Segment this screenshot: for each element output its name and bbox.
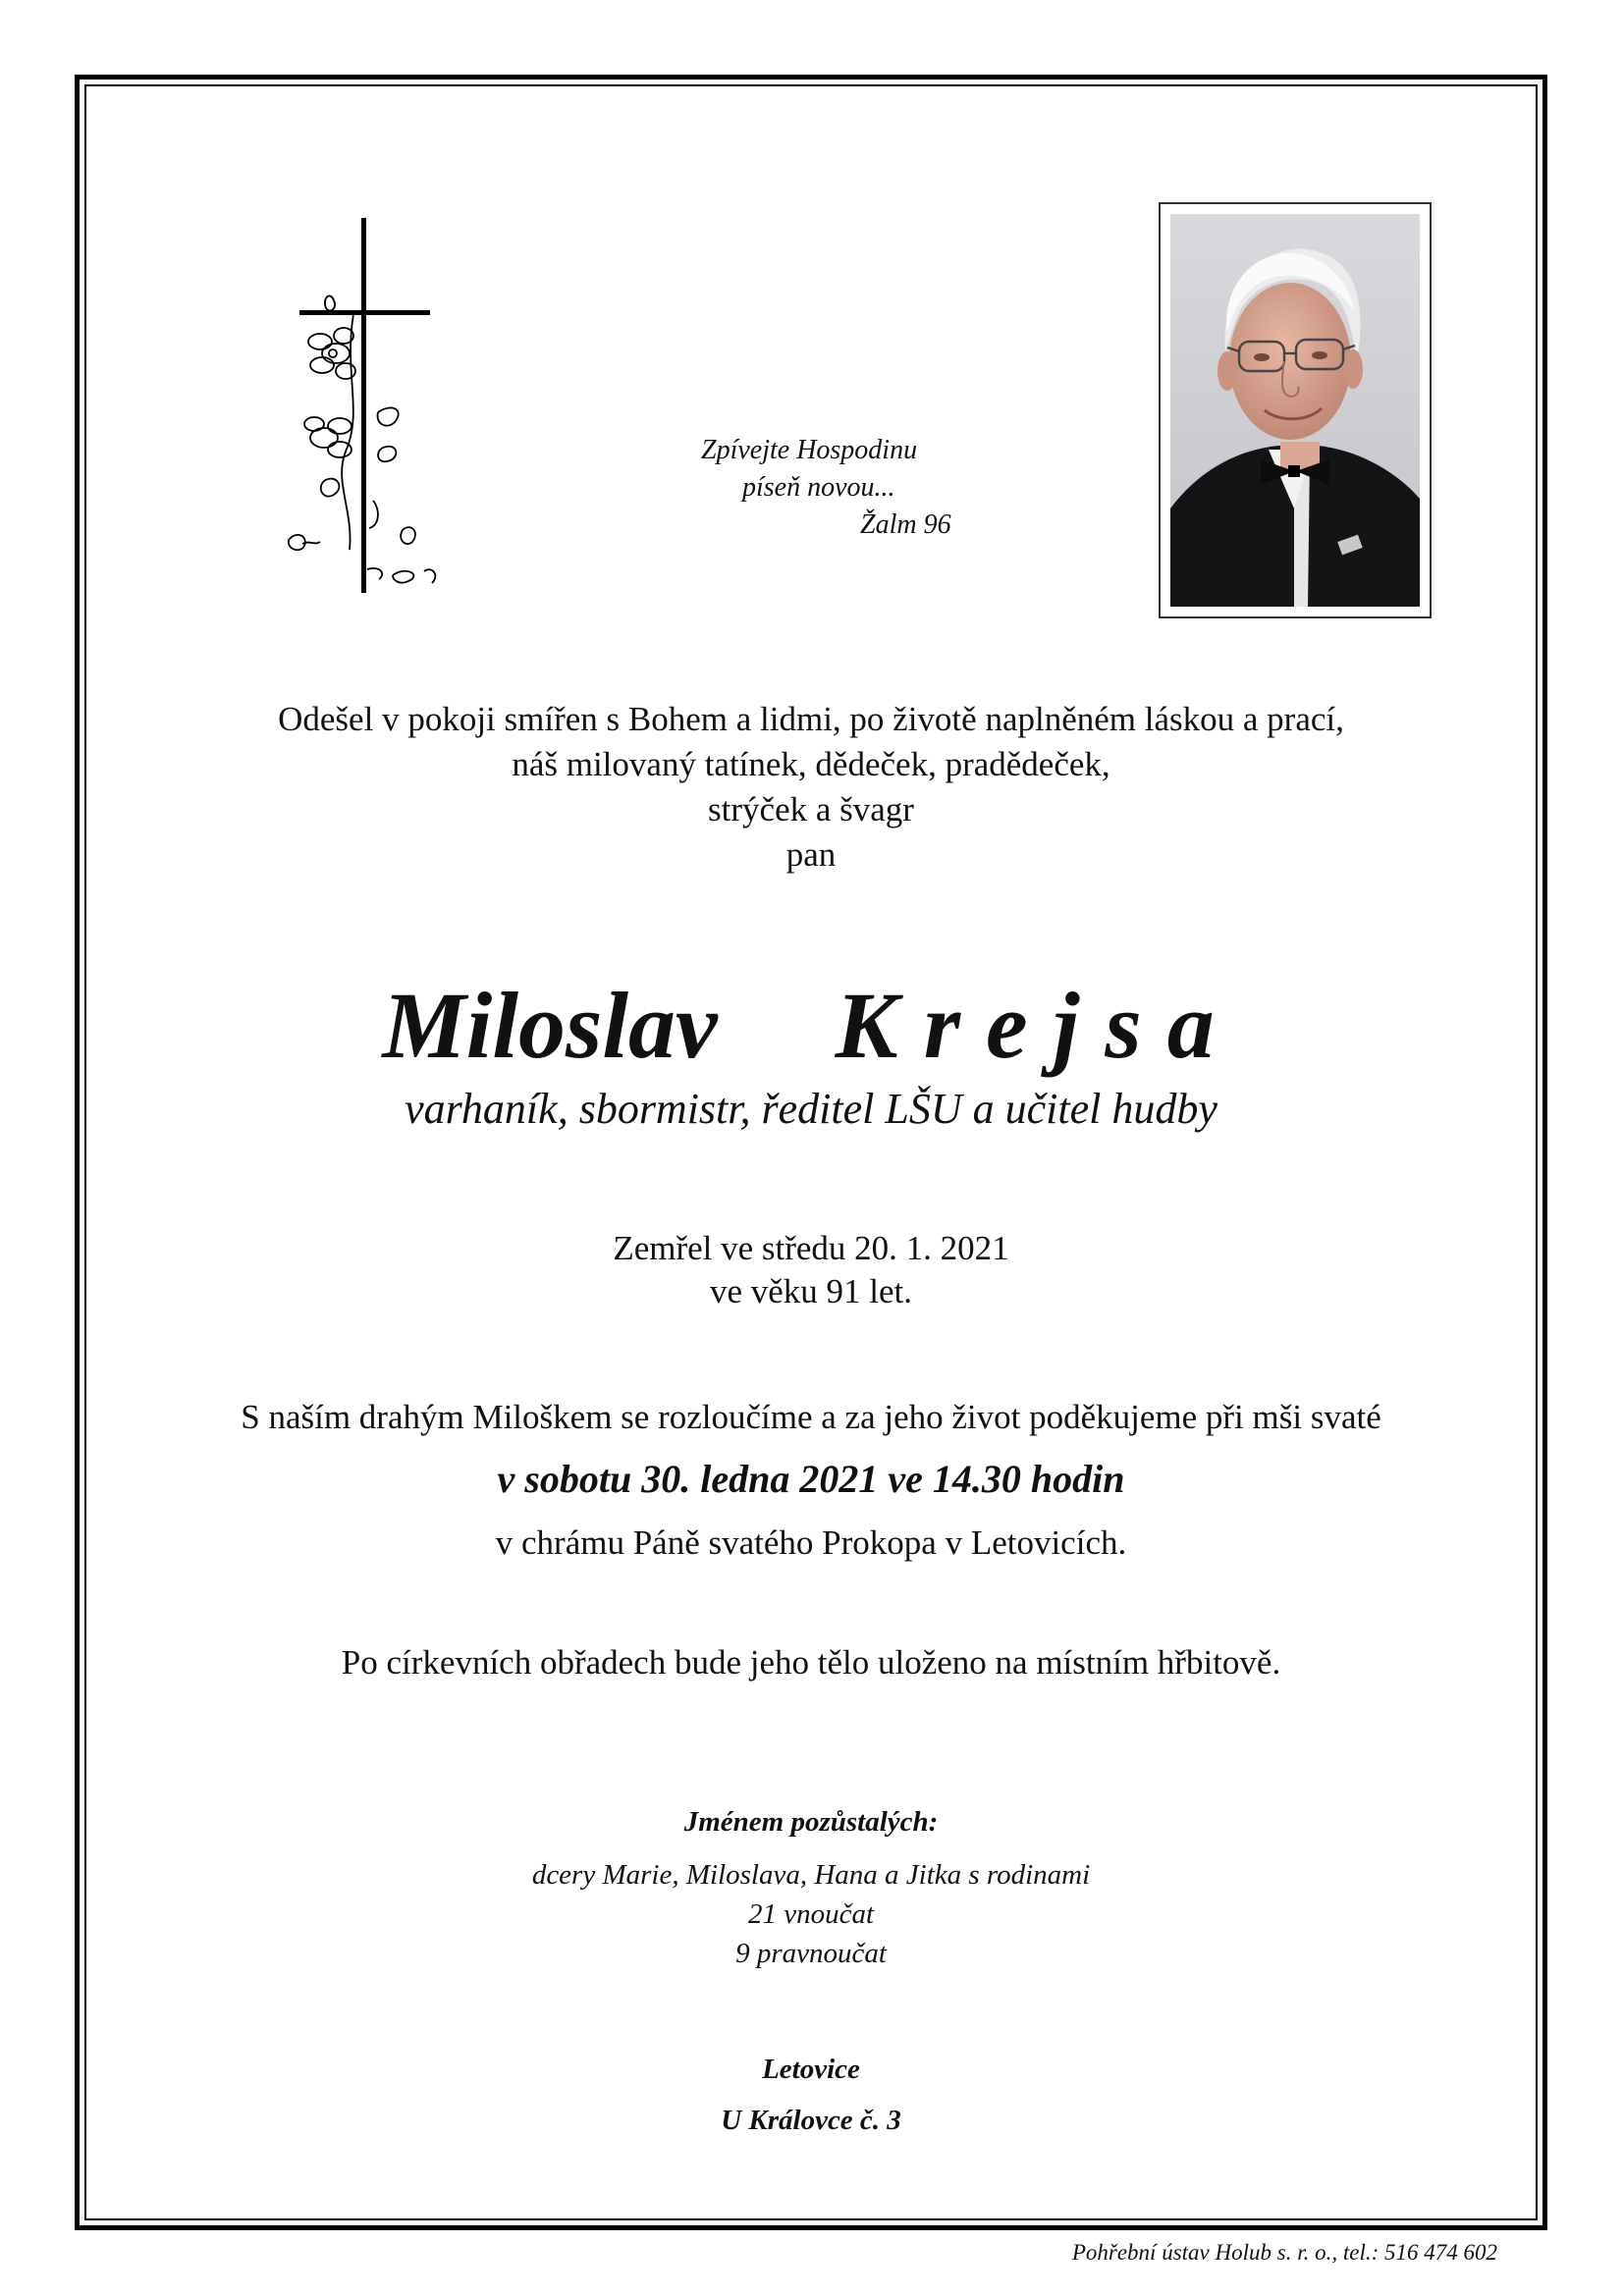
address-town: Letovice	[762, 2054, 860, 2085]
death-date: Zemřel ve středu 20. 1. 2021	[613, 1229, 1009, 1267]
mourners-list	[84, 1855, 1538, 1973]
first-name: Miloslav	[382, 973, 718, 1078]
psalm-line-1: Zpívejte Hospodinu	[701, 435, 918, 465]
death-age: ve věku 91 let.	[709, 1272, 913, 1310]
mourners-title: Jménem pozůstalých:	[683, 1806, 939, 1838]
intro-line-1: Odešel v pokoji smířen s Bohem a lidmi, po životě naplněném láskou a prací,	[278, 700, 1344, 738]
intro-line-4: pan	[785, 835, 837, 874]
funeral-date: v sobotu 30. ledna 2021 ve 14.30 hodin	[497, 1457, 1125, 1501]
deceased-name	[84, 972, 1538, 1080]
portrait-photo	[1170, 214, 1420, 607]
funeral-home-footer: Pohřební ústav Holub s. r. o., tel.: 516 474 602	[1071, 2240, 1497, 2265]
death-info	[84, 1227, 1538, 1313]
mourners-line-1: dcery Marie, Miloslava, Hana a Jitka s rodinami	[531, 1859, 1091, 1891]
funeral-place: v chrámu Páně svatého Prokopa v Letovicích.	[495, 1523, 1127, 1562]
address	[84, 2044, 1538, 2146]
cross-with-flowers-icon	[285, 216, 481, 599]
intro-line-2: náš milovaný tatínek, dědeček, pradědeček,	[512, 745, 1110, 783]
last-name: Krejsa	[835, 973, 1240, 1078]
burial-text: Po církevních obřadech bude jeho tělo uloženo na místním hřbitově.	[341, 1643, 1281, 1682]
intro-text	[84, 697, 1538, 878]
psalm-source: Žalm 96	[860, 509, 951, 540]
address-street: U Královce č. 3	[721, 2105, 901, 2136]
psalm-line-2: píseň novou...	[742, 472, 895, 503]
profession: varhaník, sbormistr, ředitel LŠU a učitel hudby	[405, 1085, 1217, 1133]
mourners-line-3: 9 pravnoučat	[735, 1938, 887, 1969]
mourners-line-2: 21 vnoučat	[747, 1898, 875, 1930]
funeral-intro: S naším drahým Miloškem se rozloučíme a za jeho život poděkujeme při mši svaté	[241, 1398, 1381, 1436]
psalm-quote	[687, 432, 1001, 544]
intro-line-3: strýček a švagr	[708, 790, 914, 828]
portrait-frame	[1159, 202, 1432, 618]
